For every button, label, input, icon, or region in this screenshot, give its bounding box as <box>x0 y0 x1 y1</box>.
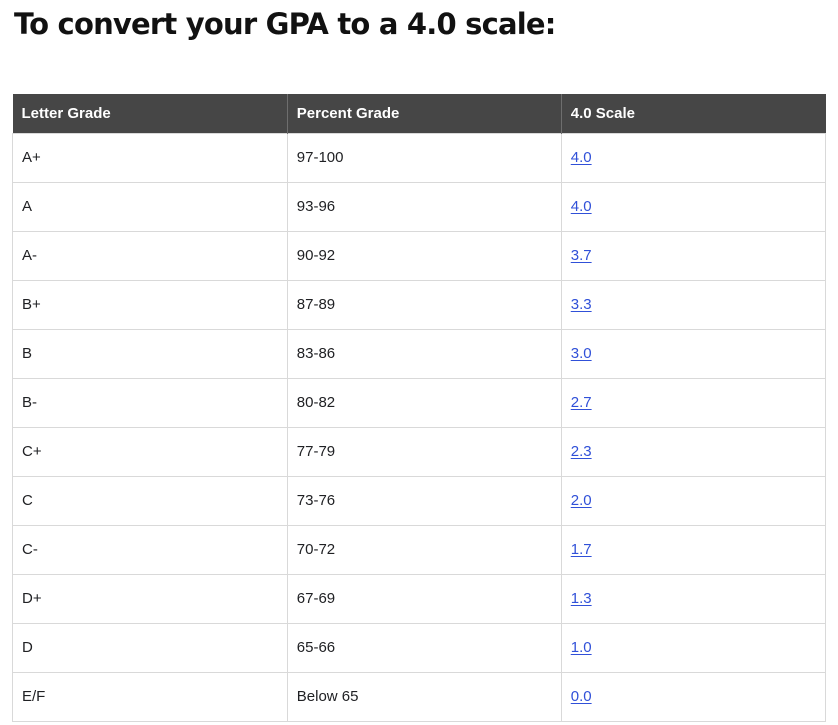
percent-grade-cell: Below 65 <box>287 673 561 722</box>
table-header <box>13 94 826 134</box>
percent-grade-cell: 70-72 <box>287 526 561 575</box>
percent-grade-cell: 90-92 <box>287 232 561 281</box>
letter-grade-cell: D <box>13 624 288 673</box>
table-row <box>13 281 826 330</box>
table-row <box>13 624 826 673</box>
scale-link[interactable]: 2.7 <box>570 394 592 412</box>
letter-grade-cell: C+ <box>13 428 288 477</box>
table-row <box>13 232 826 281</box>
scale-cell <box>561 183 825 232</box>
scale-cell <box>561 379 825 428</box>
percent-grade-cell: 80-82 <box>287 379 561 428</box>
letter-grade-cell: B+ <box>13 281 288 330</box>
scale-cell <box>561 673 825 722</box>
letter-grade-cell: A+ <box>13 134 288 183</box>
scale-cell <box>561 330 825 379</box>
percent-grade-cell: 73-76 <box>287 477 561 526</box>
letter-grade-cell: A <box>13 183 288 232</box>
percent-grade-cell: 65-66 <box>287 624 561 673</box>
scale-link[interactable]: 4.0 <box>570 198 592 216</box>
scale-link[interactable]: 3.0 <box>570 345 592 363</box>
letter-grade-cell: B <box>13 330 288 379</box>
letter-grade-cell: D+ <box>13 575 288 624</box>
percent-grade-cell: 97-100 <box>287 134 561 183</box>
percent-grade-cell: 93-96 <box>287 183 561 232</box>
table-row <box>13 673 826 722</box>
scale-cell <box>561 134 825 183</box>
scale-link[interactable]: 1.3 <box>570 590 592 608</box>
table-row <box>13 183 826 232</box>
scale-cell <box>561 526 825 575</box>
table-header-row <box>13 94 826 134</box>
table-body <box>13 134 826 722</box>
percent-grade-cell: 87-89 <box>287 281 561 330</box>
table-row <box>13 134 826 183</box>
scale-link[interactable]: 1.0 <box>570 639 592 657</box>
scale-link[interactable]: 2.0 <box>570 492 592 510</box>
table-row <box>13 526 826 575</box>
letter-grade-cell: A- <box>13 232 288 281</box>
percent-grade-cell: 67-69 <box>287 575 561 624</box>
table-row <box>13 575 826 624</box>
scale-cell <box>561 428 825 477</box>
percent-grade-cell: 77-79 <box>287 428 561 477</box>
column-header-scale: 4.0 Scale <box>561 94 825 134</box>
table-row <box>13 477 826 526</box>
scale-link[interactable]: 1.7 <box>570 541 592 559</box>
letter-grade-cell: B- <box>13 379 288 428</box>
page-title: To convert your GPA to a 4.0 scale: <box>14 7 556 41</box>
column-header-letter-grade: Letter Grade <box>13 94 288 134</box>
gpa-conversion-table <box>12 94 826 722</box>
table-row <box>13 379 826 428</box>
letter-grade-cell: E/F <box>13 673 288 722</box>
scale-cell <box>561 575 825 624</box>
scale-link[interactable]: 3.7 <box>570 247 592 265</box>
letter-grade-cell: C- <box>13 526 288 575</box>
table-row <box>13 330 826 379</box>
table-row <box>13 428 826 477</box>
letter-grade-cell: C <box>13 477 288 526</box>
scale-link[interactable]: 3.3 <box>570 296 592 314</box>
scale-cell <box>561 624 825 673</box>
scale-cell <box>561 232 825 281</box>
scale-cell <box>561 477 825 526</box>
scale-link[interactable]: 4.0 <box>570 149 592 167</box>
percent-grade-cell: 83-86 <box>287 330 561 379</box>
scale-cell <box>561 281 825 330</box>
column-header-percent-grade: Percent Grade <box>287 94 561 134</box>
scale-link[interactable]: 0.0 <box>570 688 592 706</box>
scale-link[interactable]: 2.3 <box>570 443 592 461</box>
